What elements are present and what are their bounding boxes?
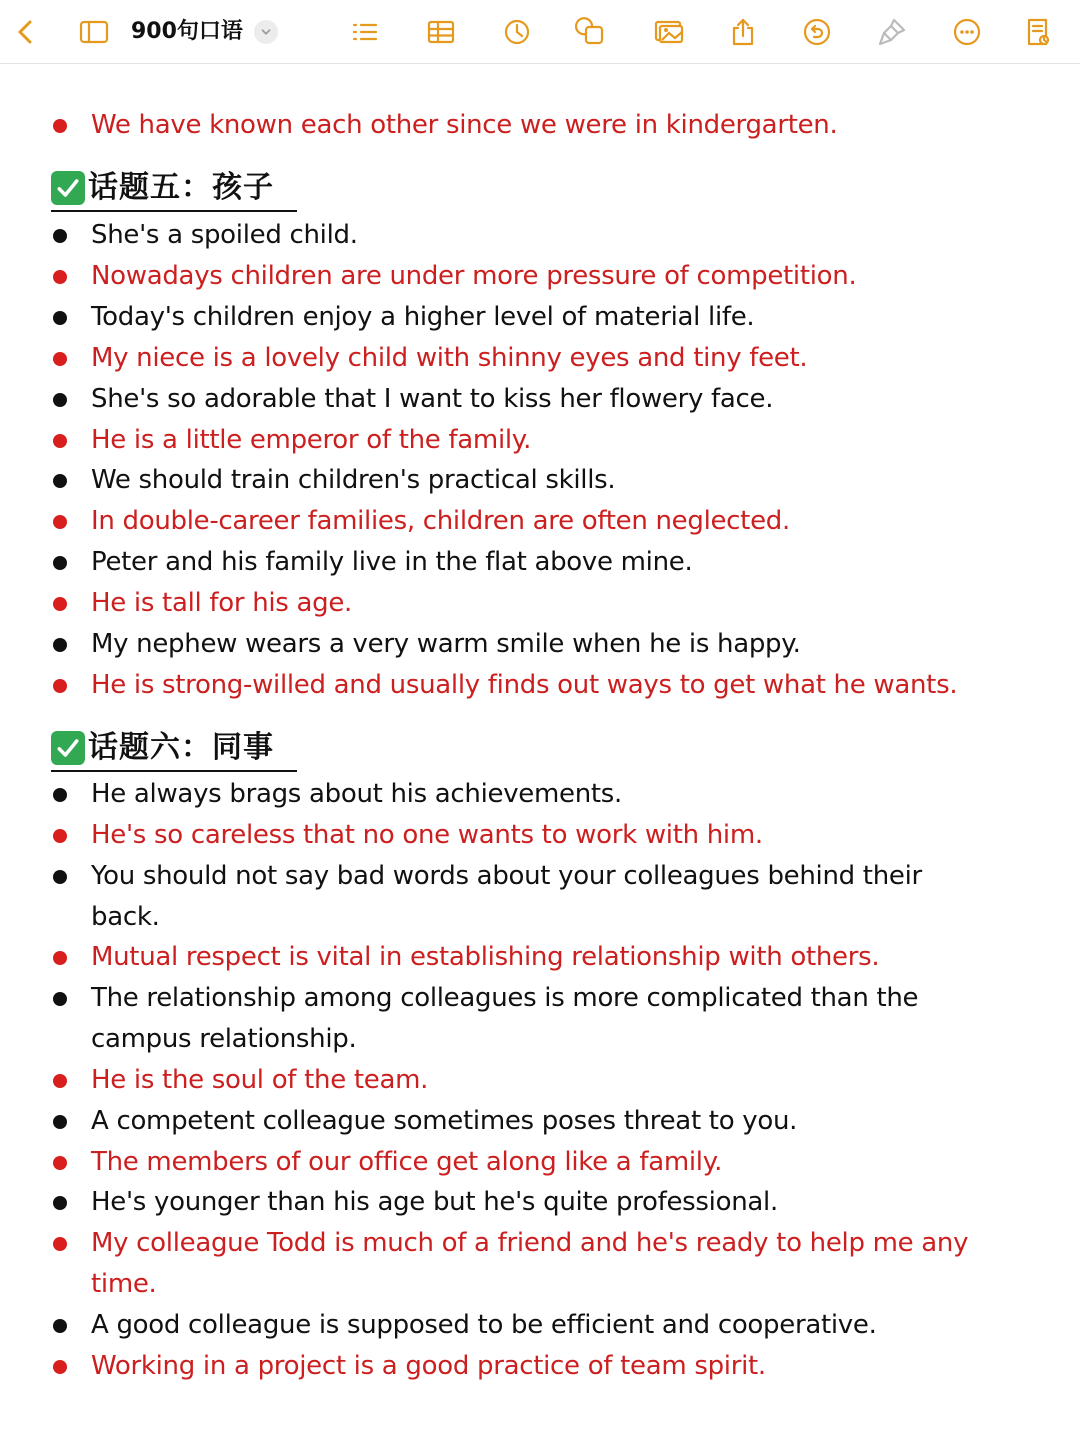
list-icon[interactable] <box>345 12 385 52</box>
bullet-icon <box>53 951 67 965</box>
shapes-icon[interactable] <box>571 12 611 52</box>
check-mark-icon <box>51 171 85 205</box>
bullet-icon <box>53 1196 67 1210</box>
heading-underline <box>51 210 297 212</box>
chevron-down-icon[interactable] <box>254 20 278 44</box>
bullet-icon <box>53 870 67 884</box>
share-icon[interactable] <box>723 12 763 52</box>
heading-underline <box>51 770 297 772</box>
bullet-icon <box>53 434 67 448</box>
bullet-icon <box>53 1115 67 1129</box>
media-icon[interactable] <box>649 12 689 52</box>
bullet-icon <box>53 1360 67 1374</box>
bullet-icon <box>53 352 67 366</box>
document-content: We have known each other since we were in kindergarten. 话题五：孩子 She's a spoiled child. Nowadays children are under more pressure of competition. Today's children enjoy a higher level of material life. My niece is a lovely child with shinny eyes and tiny feet. She's so adorable that I want to kiss her flowery face. He is a little emperor of the family. We should train children's practical skills. In double-career families, children are often neglected. Peter and his family live in the flat above mine. He is tall for his age. My nephew wears a very warm smile when he is happy. He is strong-willed and usually finds out ways to get what he wants. 话题六：同事 He always brags about his achievements. He's so careless that no one wants to work with him. You should not say bad words about your colleagues behind their back. Mutual respect is vital in establishing relationship with others. The relationship among colleagues is more complicated than the campus relationship. He is the soul of the team. A competent colleague sometimes poses threat to you. The members of our office get along like a family. He's younger than his age but he's quite professional. My colleague Todd is much of a friend and he's ready to help me any time. A good colleague is supposed to be efficient and cooperative. Working in a project is a good practice of team spirit. <box>0 64 1080 1440</box>
section-heading: 话题六：同事 <box>51 728 274 768</box>
bullet-icon <box>53 119 67 133</box>
bullet-icon <box>53 270 67 284</box>
bullet-icon <box>53 393 67 407</box>
bullet-icon <box>53 1074 67 1088</box>
back-chevron-icon[interactable] <box>6 12 46 52</box>
bullet-icon <box>53 556 67 570</box>
document-title[interactable]: 900句口语 <box>131 19 243 44</box>
bullet-icon <box>53 788 67 802</box>
bullet-icon <box>53 229 67 243</box>
bullet-icon <box>53 679 67 693</box>
bullet-icon <box>53 1319 67 1333</box>
sidebar-icon[interactable] <box>74 12 114 52</box>
bullet-icon <box>53 638 67 652</box>
toolbar <box>0 0 1080 64</box>
undo-icon[interactable] <box>797 12 837 52</box>
section-heading: 话题五：孩子 <box>51 168 274 208</box>
bullet-icon <box>53 829 67 843</box>
bullet-icon <box>53 474 67 488</box>
more-icon[interactable] <box>947 12 987 52</box>
document-icon[interactable] <box>1018 12 1058 52</box>
bullet-icon <box>53 992 67 1006</box>
bullet-icon <box>53 1156 67 1170</box>
clock-icon[interactable] <box>497 12 537 52</box>
bullet-icon <box>53 515 67 529</box>
check-mark-icon <box>51 731 85 765</box>
bullet-icon <box>53 1237 67 1251</box>
table-icon[interactable] <box>421 12 461 52</box>
format-brush-icon[interactable] <box>872 12 912 52</box>
bullet-icon <box>53 597 67 611</box>
bullet-icon <box>53 311 67 325</box>
